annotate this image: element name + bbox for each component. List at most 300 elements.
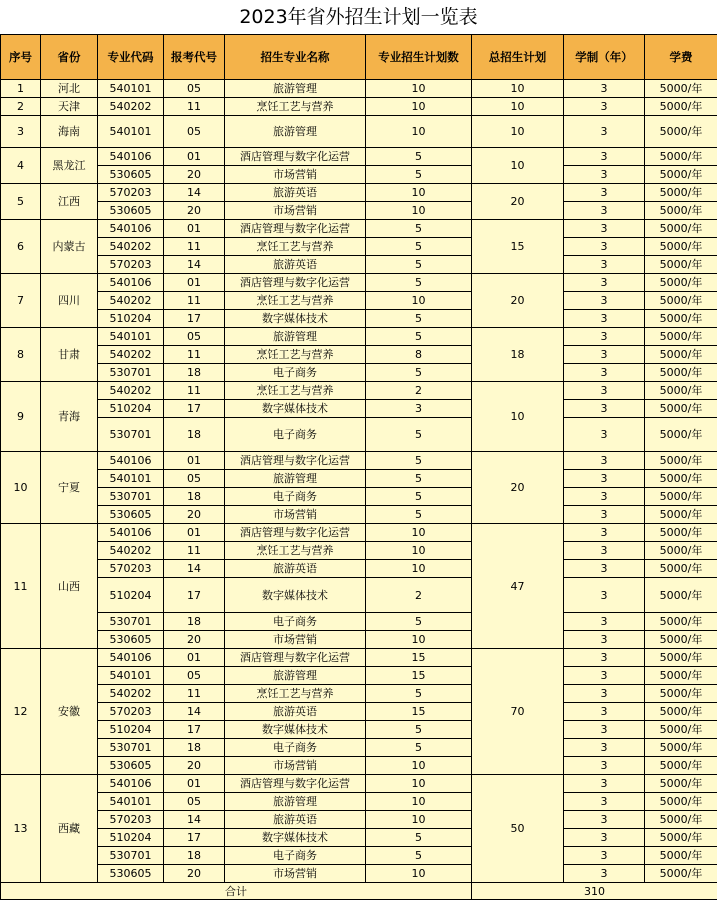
table-row	[1, 220, 717, 238]
tuition-cell: 5000/年	[645, 310, 717, 328]
tuition-cell: 5000/年	[645, 613, 717, 631]
major-plan-cell: 10	[366, 775, 472, 793]
header-tuition: 学费	[645, 35, 717, 80]
major-name-cell: 旅游英语	[225, 703, 366, 721]
major-plan-cell: 5	[366, 166, 472, 184]
exam-code-cell: 11	[164, 542, 225, 560]
major-plan-cell: 5	[366, 452, 472, 470]
tuition-cell: 5000/年	[645, 382, 717, 400]
duration-cell: 3	[564, 685, 645, 703]
header-exam-code: 报考代号	[164, 35, 225, 80]
tuition-cell: 5000/年	[645, 721, 717, 739]
major-name-cell: 数字媒体技术	[225, 310, 366, 328]
duration-cell: 3	[564, 524, 645, 542]
major-code-cell: 530605	[98, 166, 164, 184]
table-row	[1, 703, 717, 721]
seq-cell: 7	[1, 274, 41, 328]
exam-code-cell: 14	[164, 811, 225, 829]
exam-code-cell: 14	[164, 256, 225, 274]
tuition-cell: 5000/年	[645, 811, 717, 829]
major-plan-cell: 5	[366, 613, 472, 631]
table-row	[1, 400, 717, 418]
table-row	[1, 524, 717, 542]
major-name-cell: 旅游英语	[225, 811, 366, 829]
major-plan-cell: 5	[366, 220, 472, 238]
enrollment-plan-table	[0, 34, 717, 900]
major-name-cell: 酒店管理与数字化运营	[225, 148, 366, 166]
major-plan-cell: 5	[366, 847, 472, 865]
major-code-cell: 510204	[98, 721, 164, 739]
duration-cell: 3	[564, 418, 645, 452]
tuition-cell: 5000/年	[645, 865, 717, 883]
major-plan-cell: 10	[366, 811, 472, 829]
major-plan-cell: 5	[366, 256, 472, 274]
table-row	[1, 148, 717, 166]
major-name-cell: 数字媒体技术	[225, 829, 366, 847]
major-code-cell: 570203	[98, 811, 164, 829]
total-plan-cell: 20	[472, 452, 564, 524]
tuition-cell: 5000/年	[645, 757, 717, 775]
major-code-cell: 540101	[98, 116, 164, 148]
table-row	[1, 560, 717, 578]
major-code-cell: 540106	[98, 274, 164, 292]
exam-code-cell: 18	[164, 739, 225, 757]
major-name-cell: 酒店管理与数字化运营	[225, 452, 366, 470]
table-row	[1, 829, 717, 847]
major-plan-cell: 5	[366, 721, 472, 739]
table-row	[1, 418, 717, 452]
major-name-cell: 市场营销	[225, 202, 366, 220]
exam-code-cell: 01	[164, 524, 225, 542]
major-plan-cell: 5	[366, 506, 472, 524]
exam-code-cell: 11	[164, 98, 225, 116]
total-value: 310	[472, 883, 717, 900]
duration-cell: 3	[564, 310, 645, 328]
duration-cell: 3	[564, 865, 645, 883]
seq-cell: 6	[1, 220, 41, 274]
major-name-cell: 烹饪工艺与营养	[225, 382, 366, 400]
duration-cell: 3	[564, 148, 645, 166]
major-name-cell: 旅游管理	[225, 667, 366, 685]
total-plan-cell: 20	[472, 274, 564, 328]
duration-cell: 3	[564, 721, 645, 739]
major-code-cell: 530701	[98, 613, 164, 631]
major-name-cell: 电子商务	[225, 488, 366, 506]
major-code-cell: 570203	[98, 256, 164, 274]
major-code-cell: 540106	[98, 524, 164, 542]
major-code-cell: 510204	[98, 310, 164, 328]
major-plan-cell: 2	[366, 578, 472, 613]
major-name-cell: 电子商务	[225, 847, 366, 865]
exam-code-cell: 17	[164, 400, 225, 418]
tuition-cell: 5000/年	[645, 829, 717, 847]
major-plan-cell: 5	[366, 148, 472, 166]
major-name-cell: 旅游管理	[225, 328, 366, 346]
province-cell: 江西	[41, 184, 98, 220]
tuition-cell: 5000/年	[645, 631, 717, 649]
table-row	[1, 847, 717, 865]
major-code-cell: 530701	[98, 847, 164, 865]
major-name-cell: 电子商务	[225, 613, 366, 631]
major-plan-cell: 10	[366, 631, 472, 649]
tuition-cell: 5000/年	[645, 703, 717, 721]
major-name-cell: 酒店管理与数字化运营	[225, 649, 366, 667]
major-code-cell: 540202	[98, 542, 164, 560]
tuition-cell: 5000/年	[645, 739, 717, 757]
table-row	[1, 470, 717, 488]
major-name-cell: 市场营销	[225, 865, 366, 883]
major-code-cell: 540106	[98, 649, 164, 667]
seq-cell: 8	[1, 328, 41, 382]
major-code-cell: 540106	[98, 775, 164, 793]
tuition-cell: 5000/年	[645, 452, 717, 470]
major-name-cell: 旅游管理	[225, 80, 366, 98]
major-code-cell: 540202	[98, 346, 164, 364]
duration-cell: 3	[564, 346, 645, 364]
exam-code-cell: 20	[164, 757, 225, 775]
province-cell: 海南	[41, 116, 98, 148]
header-seq: 序号	[1, 35, 41, 80]
total-plan-cell: 15	[472, 220, 564, 274]
table-row	[1, 364, 717, 382]
duration-cell: 3	[564, 116, 645, 148]
exam-code-cell: 01	[164, 274, 225, 292]
header-major-code: 专业代码	[98, 35, 164, 80]
exam-code-cell: 01	[164, 649, 225, 667]
duration-cell: 3	[564, 847, 645, 865]
table-row	[1, 649, 717, 667]
duration-cell: 3	[564, 238, 645, 256]
major-code-cell: 540202	[98, 98, 164, 116]
major-code-cell: 540106	[98, 452, 164, 470]
province-cell: 黑龙江	[41, 148, 98, 184]
tuition-cell: 5000/年	[645, 847, 717, 865]
exam-code-cell: 20	[164, 506, 225, 524]
major-code-cell: 530605	[98, 506, 164, 524]
table-row	[1, 685, 717, 703]
table-row	[1, 202, 717, 220]
tuition-cell: 5000/年	[645, 166, 717, 184]
province-cell: 甘肃	[41, 328, 98, 382]
duration-cell: 3	[564, 757, 645, 775]
total-plan-cell: 10	[472, 382, 564, 452]
major-name-cell: 烹饪工艺与营养	[225, 542, 366, 560]
major-plan-cell: 5	[366, 685, 472, 703]
duration-cell: 3	[564, 98, 645, 116]
header-total-plan: 总招生计划	[472, 35, 564, 80]
duration-cell: 3	[564, 560, 645, 578]
major-name-cell: 烹饪工艺与营养	[225, 685, 366, 703]
major-name-cell: 酒店管理与数字化运营	[225, 775, 366, 793]
duration-cell: 3	[564, 328, 645, 346]
header-major-name: 招生专业名称	[225, 35, 366, 80]
duration-cell: 3	[564, 739, 645, 757]
header-duration: 学制（年）	[564, 35, 645, 80]
major-name-cell: 数字媒体技术	[225, 400, 366, 418]
major-name-cell: 旅游英语	[225, 256, 366, 274]
major-name-cell: 数字媒体技术	[225, 721, 366, 739]
table-row	[1, 578, 717, 613]
tuition-cell: 5000/年	[645, 328, 717, 346]
total-plan-cell: 10	[472, 116, 564, 148]
table-row	[1, 274, 717, 292]
duration-cell: 3	[564, 400, 645, 418]
seq-cell: 2	[1, 98, 41, 116]
major-name-cell: 旅游管理	[225, 793, 366, 811]
major-name-cell: 旅游英语	[225, 184, 366, 202]
exam-code-cell: 17	[164, 829, 225, 847]
tuition-cell: 5000/年	[645, 560, 717, 578]
exam-code-cell: 20	[164, 166, 225, 184]
table-row	[1, 488, 717, 506]
duration-cell: 3	[564, 613, 645, 631]
major-code-cell: 570203	[98, 184, 164, 202]
tuition-cell: 5000/年	[645, 238, 717, 256]
major-plan-cell: 10	[366, 865, 472, 883]
major-plan-cell: 10	[366, 542, 472, 560]
tuition-cell: 5000/年	[645, 184, 717, 202]
province-cell: 天津	[41, 98, 98, 116]
tuition-cell: 5000/年	[645, 220, 717, 238]
total-plan-cell: 10	[472, 80, 564, 98]
exam-code-cell: 05	[164, 470, 225, 488]
table-row	[1, 382, 717, 400]
duration-cell: 3	[564, 793, 645, 811]
major-code-cell: 530701	[98, 418, 164, 452]
seq-cell: 4	[1, 148, 41, 184]
tuition-cell: 5000/年	[645, 346, 717, 364]
exam-code-cell: 18	[164, 613, 225, 631]
exam-code-cell: 01	[164, 148, 225, 166]
tuition-cell: 5000/年	[645, 98, 717, 116]
duration-cell: 3	[564, 292, 645, 310]
exam-code-cell: 14	[164, 560, 225, 578]
total-plan-cell: 50	[472, 775, 564, 883]
table-row	[1, 793, 717, 811]
duration-cell: 3	[564, 166, 645, 184]
major-code-cell: 530701	[98, 739, 164, 757]
table-row	[1, 452, 717, 470]
major-code-cell: 530605	[98, 757, 164, 775]
table-row	[1, 721, 717, 739]
table-row	[1, 739, 717, 757]
exam-code-cell: 11	[164, 685, 225, 703]
duration-cell: 3	[564, 364, 645, 382]
exam-code-cell: 11	[164, 238, 225, 256]
major-plan-cell: 10	[366, 80, 472, 98]
province-cell: 河北	[41, 80, 98, 98]
total-plan-cell: 10	[472, 98, 564, 116]
seq-cell: 5	[1, 184, 41, 220]
table-body	[1, 80, 717, 883]
table-row	[1, 775, 717, 793]
major-plan-cell: 10	[366, 98, 472, 116]
duration-cell: 3	[564, 667, 645, 685]
major-plan-cell: 10	[366, 116, 472, 148]
table-row	[1, 166, 717, 184]
duration-cell: 3	[564, 452, 645, 470]
table-row	[1, 116, 717, 148]
province-cell: 青海	[41, 382, 98, 452]
total-row	[1, 883, 717, 900]
exam-code-cell: 14	[164, 184, 225, 202]
major-code-cell: 540202	[98, 238, 164, 256]
table-row	[1, 667, 717, 685]
major-plan-cell: 10	[366, 560, 472, 578]
duration-cell: 3	[564, 506, 645, 524]
major-plan-cell: 10	[366, 292, 472, 310]
major-plan-cell: 15	[366, 667, 472, 685]
major-name-cell: 电子商务	[225, 418, 366, 452]
major-name-cell: 旅游管理	[225, 116, 366, 148]
exam-code-cell: 17	[164, 310, 225, 328]
tuition-cell: 5000/年	[645, 364, 717, 382]
major-code-cell: 540101	[98, 328, 164, 346]
duration-cell: 3	[564, 811, 645, 829]
duration-cell: 3	[564, 184, 645, 202]
exam-code-cell: 18	[164, 847, 225, 865]
major-plan-cell: 3	[366, 400, 472, 418]
major-name-cell: 酒店管理与数字化运营	[225, 524, 366, 542]
tuition-cell: 5000/年	[645, 524, 717, 542]
major-code-cell: 530605	[98, 202, 164, 220]
major-name-cell: 酒店管理与数字化运营	[225, 220, 366, 238]
duration-cell: 3	[564, 274, 645, 292]
major-name-cell: 市场营销	[225, 631, 366, 649]
duration-cell: 3	[564, 80, 645, 98]
duration-cell: 3	[564, 488, 645, 506]
exam-code-cell: 20	[164, 865, 225, 883]
province-cell: 安徽	[41, 649, 98, 775]
major-plan-cell: 10	[366, 793, 472, 811]
major-plan-cell: 5	[366, 274, 472, 292]
seq-cell: 3	[1, 116, 41, 148]
duration-cell: 3	[564, 578, 645, 613]
tuition-cell: 5000/年	[645, 274, 717, 292]
table-row	[1, 184, 717, 202]
major-plan-cell: 5	[366, 310, 472, 328]
major-name-cell: 数字媒体技术	[225, 578, 366, 613]
exam-code-cell: 05	[164, 667, 225, 685]
major-name-cell: 烹饪工艺与营养	[225, 292, 366, 310]
total-plan-cell: 18	[472, 328, 564, 382]
major-plan-cell: 5	[366, 488, 472, 506]
major-plan-cell: 10	[366, 524, 472, 542]
exam-code-cell: 18	[164, 364, 225, 382]
seq-cell: 1	[1, 80, 41, 98]
table-row	[1, 613, 717, 631]
major-name-cell: 烹饪工艺与营养	[225, 98, 366, 116]
duration-cell: 3	[564, 256, 645, 274]
major-name-cell: 烹饪工艺与营养	[225, 346, 366, 364]
tuition-cell: 5000/年	[645, 80, 717, 98]
total-plan-cell: 10	[472, 148, 564, 184]
total-plan-cell: 20	[472, 184, 564, 220]
exam-code-cell: 01	[164, 220, 225, 238]
table-row	[1, 542, 717, 560]
tuition-cell: 5000/年	[645, 418, 717, 452]
major-code-cell: 530605	[98, 865, 164, 883]
tuition-cell: 5000/年	[645, 116, 717, 148]
tuition-cell: 5000/年	[645, 400, 717, 418]
major-name-cell: 市场营销	[225, 506, 366, 524]
major-plan-cell: 5	[366, 418, 472, 452]
tuition-cell: 5000/年	[645, 578, 717, 613]
seq-cell: 11	[1, 524, 41, 649]
exam-code-cell: 05	[164, 80, 225, 98]
exam-code-cell: 18	[164, 418, 225, 452]
table-row	[1, 506, 717, 524]
exam-code-cell: 01	[164, 452, 225, 470]
duration-cell: 3	[564, 470, 645, 488]
duration-cell: 3	[564, 775, 645, 793]
tuition-cell: 5000/年	[645, 202, 717, 220]
tuition-cell: 5000/年	[645, 256, 717, 274]
tuition-cell: 5000/年	[645, 292, 717, 310]
table-row	[1, 256, 717, 274]
tuition-cell: 5000/年	[645, 542, 717, 560]
province-cell: 内蒙古	[41, 220, 98, 274]
header-major-plan: 专业招生计划数	[366, 35, 472, 80]
major-code-cell: 570203	[98, 703, 164, 721]
table-row	[1, 292, 717, 310]
major-code-cell: 540101	[98, 793, 164, 811]
major-code-cell: 530701	[98, 364, 164, 382]
table-row	[1, 865, 717, 883]
major-code-cell: 510204	[98, 829, 164, 847]
major-plan-cell: 5	[366, 829, 472, 847]
major-name-cell: 电子商务	[225, 739, 366, 757]
tuition-cell: 5000/年	[645, 649, 717, 667]
duration-cell: 3	[564, 649, 645, 667]
major-plan-cell: 8	[366, 346, 472, 364]
major-plan-cell: 10	[366, 202, 472, 220]
duration-cell: 3	[564, 703, 645, 721]
major-code-cell: 540101	[98, 667, 164, 685]
major-code-cell: 540202	[98, 685, 164, 703]
major-code-cell: 510204	[98, 578, 164, 613]
major-code-cell: 510204	[98, 400, 164, 418]
major-plan-cell: 5	[366, 470, 472, 488]
major-plan-cell: 5	[366, 328, 472, 346]
major-code-cell: 530701	[98, 488, 164, 506]
tuition-cell: 5000/年	[645, 148, 717, 166]
major-code-cell: 540202	[98, 382, 164, 400]
duration-cell: 3	[564, 542, 645, 560]
major-name-cell: 市场营销	[225, 757, 366, 775]
table-row	[1, 310, 717, 328]
tuition-cell: 5000/年	[645, 775, 717, 793]
province-cell: 山西	[41, 524, 98, 649]
exam-code-cell: 11	[164, 346, 225, 364]
table-row	[1, 631, 717, 649]
exam-code-cell: 11	[164, 382, 225, 400]
exam-code-cell: 17	[164, 578, 225, 613]
table-row	[1, 80, 717, 98]
total-plan-cell: 70	[472, 649, 564, 775]
table-row	[1, 328, 717, 346]
province-cell: 四川	[41, 274, 98, 328]
major-plan-cell: 5	[366, 364, 472, 382]
major-code-cell: 540202	[98, 292, 164, 310]
major-code-cell: 540101	[98, 80, 164, 98]
exam-code-cell: 14	[164, 703, 225, 721]
province-cell: 西藏	[41, 775, 98, 883]
major-name-cell: 旅游管理	[225, 470, 366, 488]
major-plan-cell: 5	[366, 739, 472, 757]
major-plan-cell: 2	[366, 382, 472, 400]
total-plan-cell: 47	[472, 524, 564, 649]
